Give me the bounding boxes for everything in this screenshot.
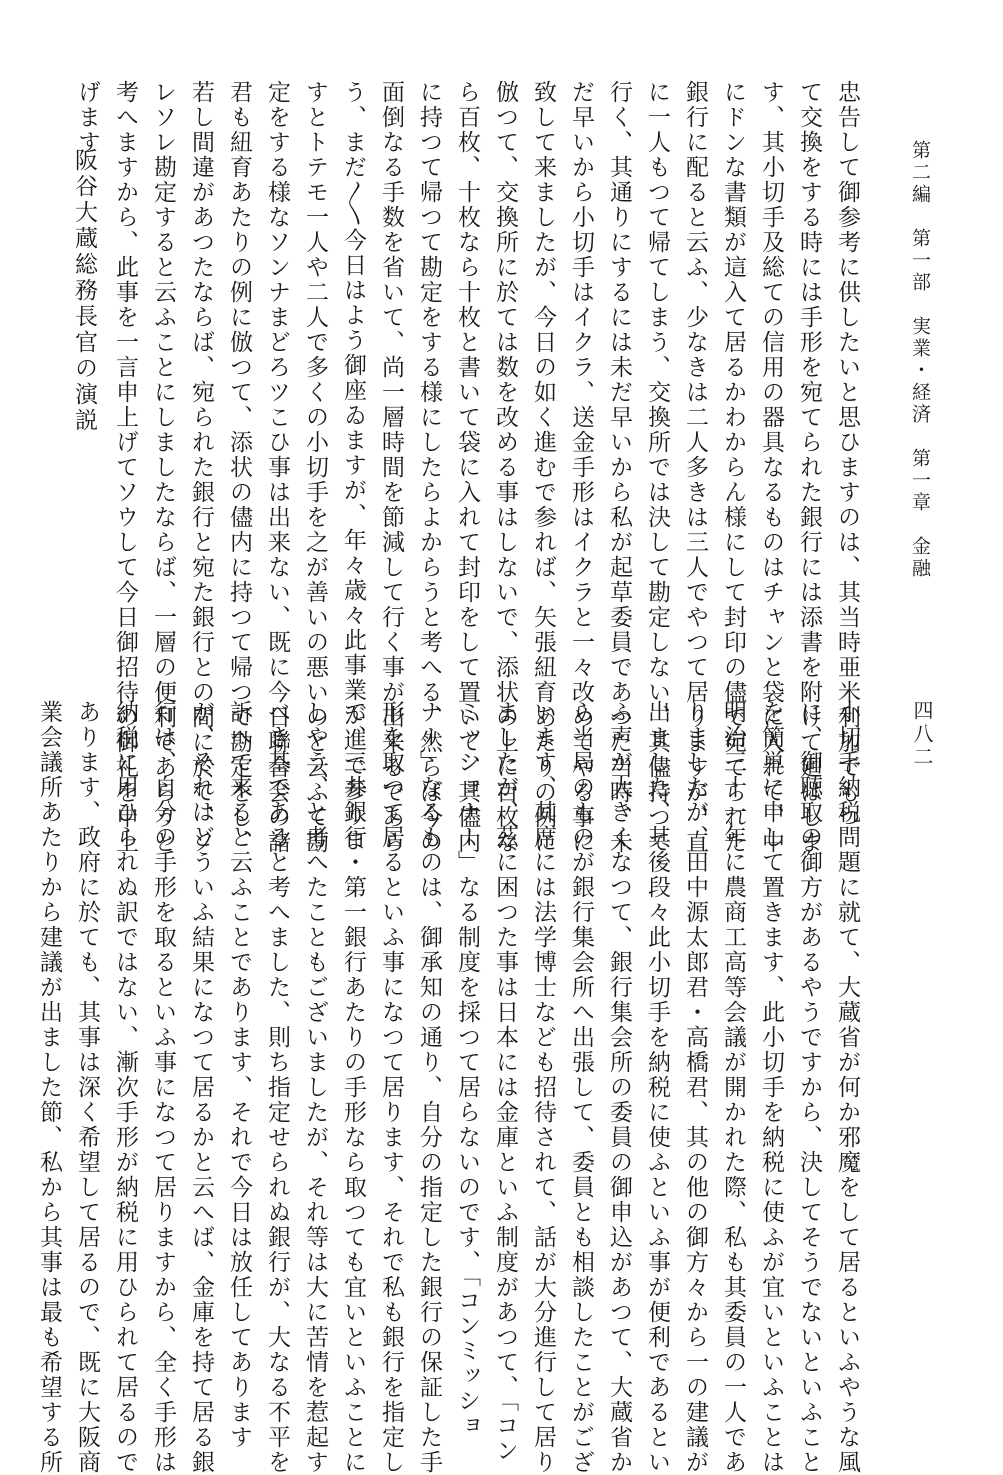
text-line: て交換をする時には手形を宛てられた銀行には添書を附けて廻はしま: [796, 80, 822, 855]
lower-text-block: [36, 700, 866, 1475]
text-line: 致して来ましたが、今日の如く進むで参れば、矢張紐育あたりの例に: [530, 80, 556, 855]
text-line: ら当局のものが銀行集会所へ出張して、委員とも相談したことがござ: [568, 700, 594, 1475]
text-line: す、其小切手及総ての信用の器具なるものはチャンと袋に入れて、中: [758, 80, 784, 855]
running-head: 第二編 第一部 実業・経済 第一章 金融: [909, 140, 931, 580]
text-line: 考へますから、此事を一言申上げてソウして今日御招待の御礼を申上: [112, 80, 138, 855]
text-line: います、其席には法学博士なども招待されて、話が大分進行して居り: [530, 700, 556, 1475]
text-line: 面倒なる手数を省いて、尚一層時間を節減して行く事が出来るであら: [378, 80, 404, 855]
text-line: 忠告して御参考に供したいと思ひますのは、其当時亜米利加でもつ: [834, 80, 860, 830]
text-line: 行く、其通りにするには未だ早いから私が起草委員であつた当時、未: [606, 80, 632, 855]
text-line: 出ました、其後段々此小切手を納税に使ふといふ事が便利であるとい: [644, 700, 670, 1475]
text-line: 納税に用ひられぬ訳ではない、漸次手形が納税に用ひられて居るので: [112, 700, 138, 1475]
text-line: あります、政府に於ても、其事は深く希望して居るので、既に大阪商: [74, 700, 100, 1475]
text-line: 君も紐育あたりの例に倣つて、添状の儘内に持つて帰つて勘定をし、: [226, 80, 252, 855]
text-line: 形を取つて居るといふ事になつて居ります、それで私も銀行を指定し: [378, 700, 404, 1475]
text-line: ふ声が大きくなつて、銀行集会所の委員の御申込があつて、大蔵省か: [606, 700, 632, 1475]
text-line: げます: [74, 80, 100, 155]
text-line: 小切手納税問題に就て、大蔵省が何か邪魔をして居るといふやうな風: [834, 700, 860, 1475]
text-line: りましたが、田中源太郎君・高橋君、其の他の御方々から一の建議が: [682, 700, 708, 1475]
text-line: すとトテモ一人や二人で多くの小切手を之が善いの悪いのと云ふて勘: [302, 80, 328, 855]
text-line: 業会議所あたりから建議が出ました節、私から其事は最も希望する所: [36, 700, 62, 1475]
text-line: に、御聴取の御方があるやうですから、決してそうでないといふこと: [796, 700, 822, 1475]
text-line: に一人もつて帰てしまう、交換所では決して勘定しない、其儘持つて: [644, 80, 670, 855]
text-line: 倣つて、交換所に於ては数を改める事はしないで、添状の上に百枚な: [492, 80, 518, 855]
text-line: が、それはどういふ結果になつて居るかと云へば、金庫を持て居る銀: [188, 700, 214, 1475]
text-line: を簡単に申して置きます、此小切手を納税に使ふが宜いといふことは: [758, 700, 784, 1475]
text-line: だ早いから小切手はイクラ、送金手形はイクラと一々改めてやる事に: [568, 80, 594, 855]
text-line: ナー」なるものは、御承知の通り、自分の指定した銀行の保証した手: [416, 700, 442, 1475]
text-line: 行は、自分の手形を取るといふ事になつて居りますから、全く手形は: [150, 700, 176, 1475]
text-line: 銀行に配ると云ふ、少なきは二人多きは三人でやつて居りますが、直: [682, 80, 708, 855]
text-line: 定をする様なソンナまどろツこひ事は出来ない、既に今日聯合会の諸: [264, 80, 290, 855]
text-line: ミッショナー」なる制度を採つて居らないのです、「コンミッショ: [454, 700, 480, 1439]
text-line: にドンな書類が這入て居るかわからん様にして封印の儘で宛てられた: [720, 80, 746, 855]
text-line: 訴へて来ると云ふことであります、それで今日は放任してあります: [226, 700, 252, 1450]
section-title: 阪谷大蔵総務長官の演説: [71, 148, 97, 434]
page-number: 四八二: [910, 700, 934, 769]
text-line: べき基であると考へました、則ち指定せられぬ銀行が、大なる不平を: [264, 700, 290, 1475]
text-line: に持つて帰つて勘定をする様にしたらよからうと考へる、然らば今の: [416, 80, 442, 855]
text-line: ら百枚、十枚なら十枚と書いて袋に入れて封印をして置いて、其儘内: [454, 80, 480, 855]
text-line: レソレ勘定すると云ふことにしましたならば、一層の便利であらうと: [150, 80, 176, 855]
text-line: 明治三十一年に農商工高等会議が開かれた際、私も其委員の一人であ: [720, 700, 746, 1475]
text-line: しやう、と考へたこともございましたが、それ等は大に苦情を惹起す: [302, 700, 328, 1475]
text-line: て、三井銀行・第一銀行あたりの手形なら取つても宜いといふことに: [340, 700, 366, 1475]
text-line: う、まだ〱今日はよう御座ゐますが、年々歳々此事業が進で参りま: [340, 80, 366, 853]
text-line: ましたが、茲に困つた事は日本には金庫といふ制度があつて、「コン: [492, 700, 518, 1464]
text-line: 若し間違があつたならば、宛られた銀行と宛た銀行との間に於て、ソ: [188, 80, 214, 855]
